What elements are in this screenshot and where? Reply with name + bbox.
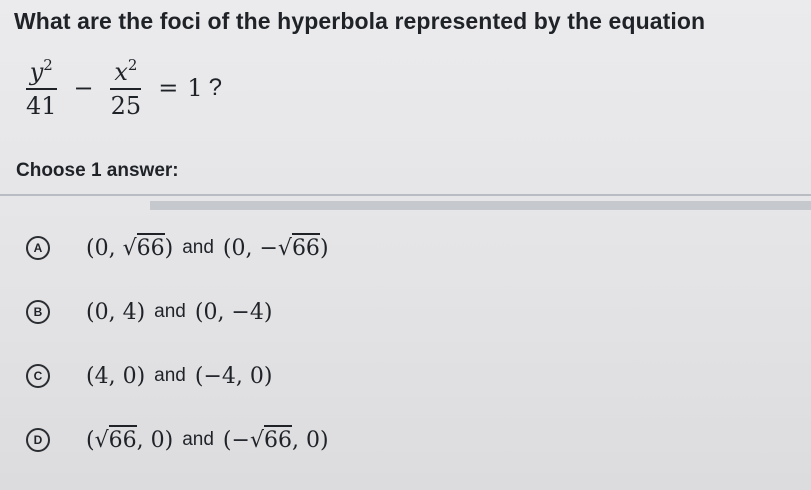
option-a-point-2: (0, −√66) (223, 236, 329, 261)
option-b-point-1: (0, 4) (86, 299, 146, 325)
fraction-x-term (107, 56, 146, 120)
option-d-badge[interactable]: D (26, 428, 50, 452)
option-d-point-2: (−√66, 0) (223, 428, 329, 453)
fraction-y-denominator: 41 (26, 92, 57, 120)
fraction-y-numerator (26, 56, 57, 90)
option-b-conjunction: and (154, 301, 186, 322)
option-a-conjunction: and (182, 237, 214, 258)
fraction-x-denominator: 25 (110, 92, 142, 120)
divider-accent (150, 201, 811, 210)
option-c-conjunction: and (154, 365, 186, 386)
hyperbola-equation (18, 52, 222, 124)
option-c-point-2: (−4, 0) (194, 363, 273, 389)
option-d-point-1: (√66, 0) (86, 428, 173, 453)
sqrt-icon: √ (94, 427, 109, 453)
equals-sign: = (158, 74, 179, 102)
option-a-point-1: (0, √66) (86, 236, 173, 261)
divider (0, 194, 811, 196)
fraction-x-numerator (110, 56, 141, 90)
question-mark: ? (208, 74, 222, 101)
sqrt-icon: √ (122, 235, 137, 261)
option-b-badge[interactable]: B (26, 300, 50, 324)
option-a-badge[interactable]: A (26, 236, 50, 260)
sqrt-icon: √ (249, 427, 264, 453)
question-text: What are the foci of the hyperbola represented by the equation (14, 8, 706, 34)
option-b[interactable] (26, 280, 329, 344)
answer-options (26, 216, 329, 472)
var-x: x (114, 58, 128, 86)
option-b-point-2: (0, −4) (194, 299, 273, 325)
var-y: y (29, 58, 44, 86)
minus-sign: − (73, 74, 94, 102)
sqrt-icon: √ (277, 235, 292, 261)
choose-instruction: Choose 1 answer: (16, 160, 179, 181)
option-c-badge[interactable]: C (26, 364, 50, 388)
exponent-x: 2 (127, 56, 138, 74)
option-d[interactable] (26, 408, 329, 472)
option-c-point-1: (4, 0) (86, 363, 146, 389)
option-c[interactable] (26, 344, 329, 408)
option-d-conjunction: and (182, 429, 214, 450)
option-a[interactable] (26, 216, 329, 280)
equation-rhs: 1 (187, 74, 203, 102)
fraction-y-term (22, 56, 61, 120)
exponent-y: 2 (43, 56, 53, 74)
